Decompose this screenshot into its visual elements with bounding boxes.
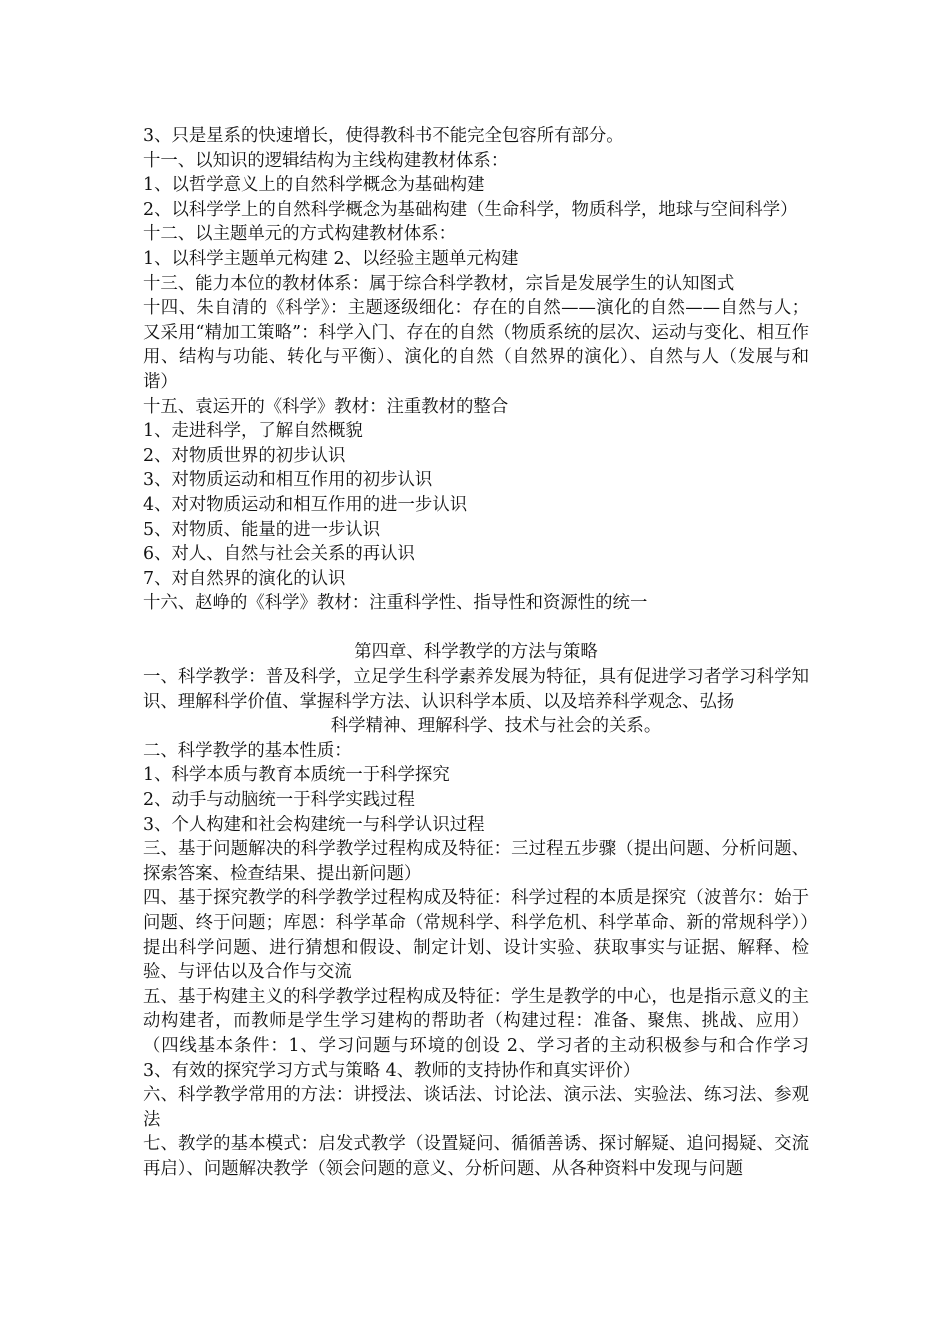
list-item: 1、以哲学意义上的自然科学概念为基础构建 <box>143 175 485 196</box>
section-heading-2: 二、科学教学的基本性质： <box>143 740 352 761</box>
section-heading-11: 十一、以知识的逻辑结构为主线构建教材体系： <box>143 150 509 171</box>
list-item: 4、对对物质运动和相互作用的进一步认识 <box>143 494 468 515</box>
list-item: 1、以科学主题单元构建 2、以经验主题单元构建 <box>143 248 519 269</box>
list-item: 5、对物质、能量的进一步认识 <box>143 519 381 540</box>
chapter-title: 第四章、科学教学的方法与策略 <box>354 642 598 663</box>
chapter-intro: 一、科学教学：普及科学，立足学生科学素养发展为特征，具有促进学习者学习科学知识、理解科学价值、掌握科学方法、认识科学本质、以及培养科学观念、弘扬 <box>143 667 809 712</box>
list-item: 6、对人、自然与社会关系的再认识 <box>143 544 415 565</box>
paragraph: 3、只是星系的快速增长，使得教科书不能完全包容所有部分。 <box>143 126 624 146</box>
list-item: 3、对物质运动和相互作用的初步认识 <box>143 470 433 491</box>
chapter-intro-last-line: 科学精神、理解科学、技术与社会的关系。 <box>330 716 662 737</box>
list-item: 2、以科学学上的自然科学概念为基础构建（生命科学，物质科学，地球与空间科学） <box>143 199 798 220</box>
list-item: 2、对物质世界的初步认识 <box>143 445 346 466</box>
section-heading-14: 十四、朱自清的《科学》：主题逐级细化：存在的自然——演化的自然——自然与人；又采用“精加工策略”：科学入门、存在的自然（物质系统的层次、运动与变化、相互作用、结构与功能、转化与平衡）、演化的自然（自然界的演化）、自然与人（发展与和谐） <box>143 298 809 392</box>
section-heading-15: 十五、袁运开的《科学》教材：注重教材的整合 <box>143 396 509 417</box>
list-item: 1、走进科学，了解自然概貌 <box>143 421 363 442</box>
section-heading-13: 十三、能力本位的教材体系：属于综合科学教材，宗旨是发展学生的认知图式 <box>143 273 735 294</box>
list-item: 7、对自然界的演化的认识 <box>143 568 346 589</box>
section-heading-4: 四、基于探究教学的科学教学过程构成及特征：科学过程的本质是探究（波普尔：始于问题、终于问题；库恩：科学革命（常规科学、科学危机、科学革命、新的常规科学））提出科学问题、进行猜想和假设、制定计划、设计实验、获取事实与证据、解释、检验、与评估以及合作与交流 <box>143 888 809 983</box>
section-heading-6: 六、科学教学常用的方法：讲授法、谈话法、讨论法、演示法、实验法、练习法、参观法 <box>143 1085 809 1130</box>
section-heading-16: 十六、赵峥的《科学》教材：注重科学性、指导性和资源性的统一 <box>143 593 648 614</box>
document-page <box>143 124 809 1182</box>
blank-line <box>143 616 809 641</box>
section-heading-12: 十二、以主题单元的方式构建教材体系： <box>143 224 457 245</box>
list-item: 1、科学本质与教育本质统一于科学探究 <box>143 765 450 786</box>
section-heading-7: 七、教学的基本模式：启发式教学（设置疑问、循循善诱、探讨解疑、追问揭疑、交流再启）、问题解决教学（领会问题的意义、分析问题、从各种资料中发现与问题 <box>143 1134 809 1179</box>
section-heading-5: 五、基于构建主义的科学教学过程构成及特征：学生是教学的中心，也是指示意义的主动构建者，而教师是学生学习建构的帮助者（构建过程：准备、聚焦、挑战、应用）（四线基本条件：1、学习问题与环境的创设 2、学习者的主动积极参与和合作学习 3、有效的探究学习方式与策略 4、教师的支持协作和真实评价） <box>143 986 809 1081</box>
list-item: 3、个人构建和社会构建统一与科学认识过程 <box>143 814 485 835</box>
list-item: 2、动手与动脑统一于科学实践过程 <box>143 790 415 811</box>
section-heading-3: 三、基于问题解决的科学教学过程构成及特征：三过程五步骤（提出问题、分析问题、探索答案、检查结果、提出新问题） <box>143 839 809 884</box>
